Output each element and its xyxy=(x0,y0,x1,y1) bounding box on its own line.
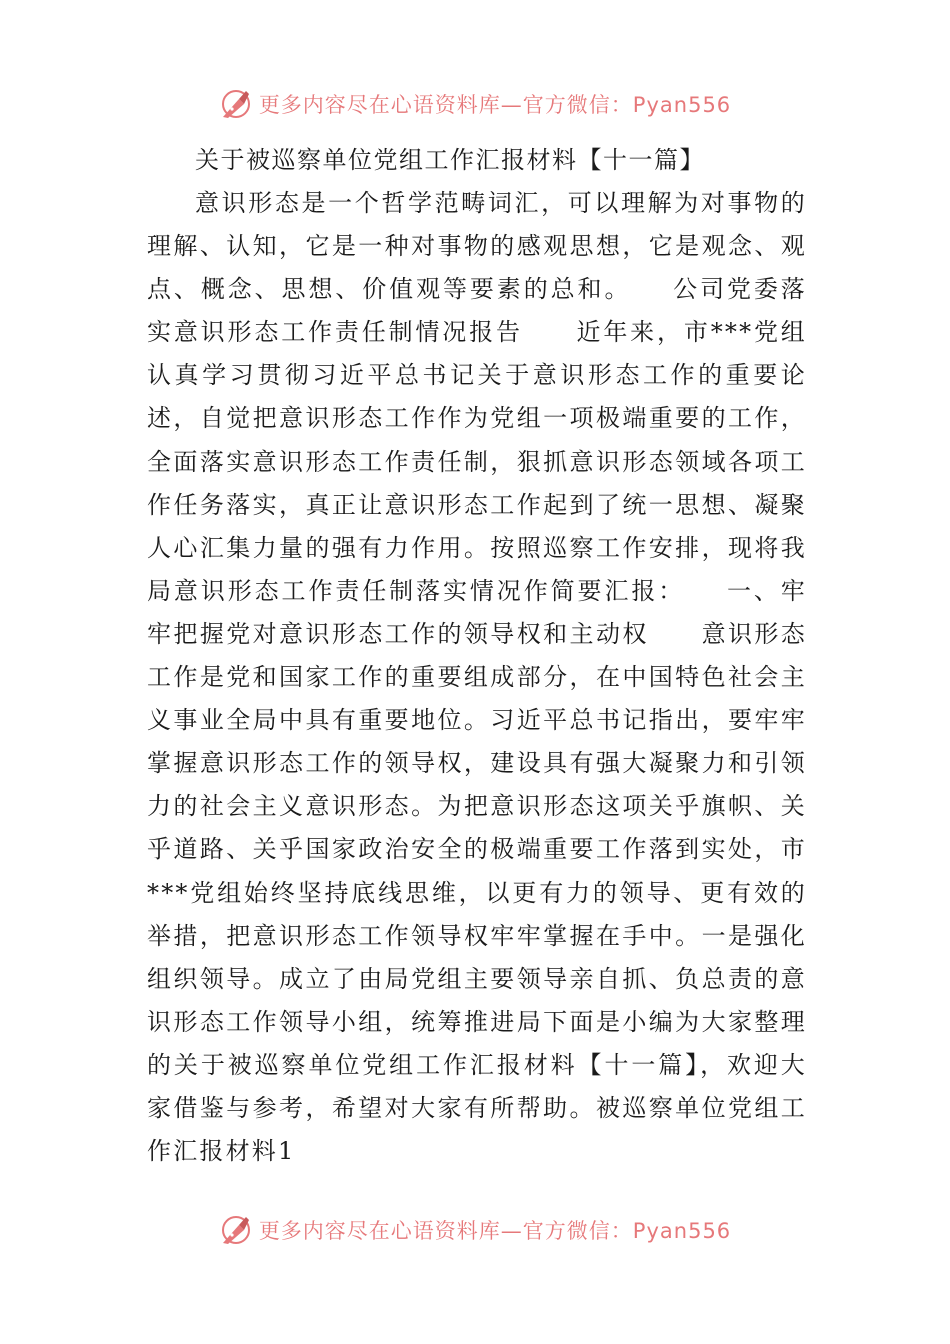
pen-nib-logo-icon xyxy=(219,1213,253,1247)
footer-banner xyxy=(0,1208,950,1252)
footer-banner-text: 更多内容尽在心语资料库—官方微信：Pyan556 xyxy=(258,1219,732,1243)
document-body: 意识形态是一个哲学范畴词汇，可以理解为对事物的理解、认知，它是一种对事物的感观思想，它是观念、观点、概念、思想、价值观等要素的总和。 公司党委落实意识形态工作责任制情况报告 近年来，市***党组认真学习贯彻习近平总书记关于意识形态工作的重要论述，自觉把意识形态工作作为党组一项极端重要的工作，全面落实意识形态工作责任制，狠抓意识形态领域各项工作任务落实，真正让意识形态工作起到了统一思想、凝聚人心汇集力量的强有力作用。按照巡察工作安排，现将我局意识形态工作责任制落实情况作简要汇报： 一、牢牢把握党对意识形态工作的领导权和主动权 意识形态工作是党和国家工作的重要组成部分，在中国特色社会主义事业全局中具有重要地位。习近平总书记指出，要牢牢掌握意识形态工作的领导权，建设具有强大凝聚力和引领力的社会主义意识形态。为把意识形态这项关乎旗帜、关乎道路、关乎国家政治安全的极端重要工作落到实处，市***党组始终坚持底线思维，以更有力的领导、更有效的举措，把意识形态工作领导权牢牢掌握在手中。一是强化组织领导。成立了由局党组主要领导亲自抓、负总责的意识形态工作领导小组，统筹推进局下面是小编为大家整理的关于被巡察单位党组工作汇报材料【十一篇】，欢迎大家借鉴与参考，希望对大家有所帮助。被巡察单位党组工作汇报材料1 xyxy=(147,189,807,1166)
header-banner xyxy=(0,82,950,126)
document-title: 关于被巡察单位党组工作汇报材料【十一篇】 xyxy=(195,146,705,174)
document-content xyxy=(147,138,807,1173)
header-banner-text: 更多内容尽在心语资料库—官方微信：Pyan556 xyxy=(258,93,732,117)
pen-nib-logo-icon xyxy=(219,87,253,121)
